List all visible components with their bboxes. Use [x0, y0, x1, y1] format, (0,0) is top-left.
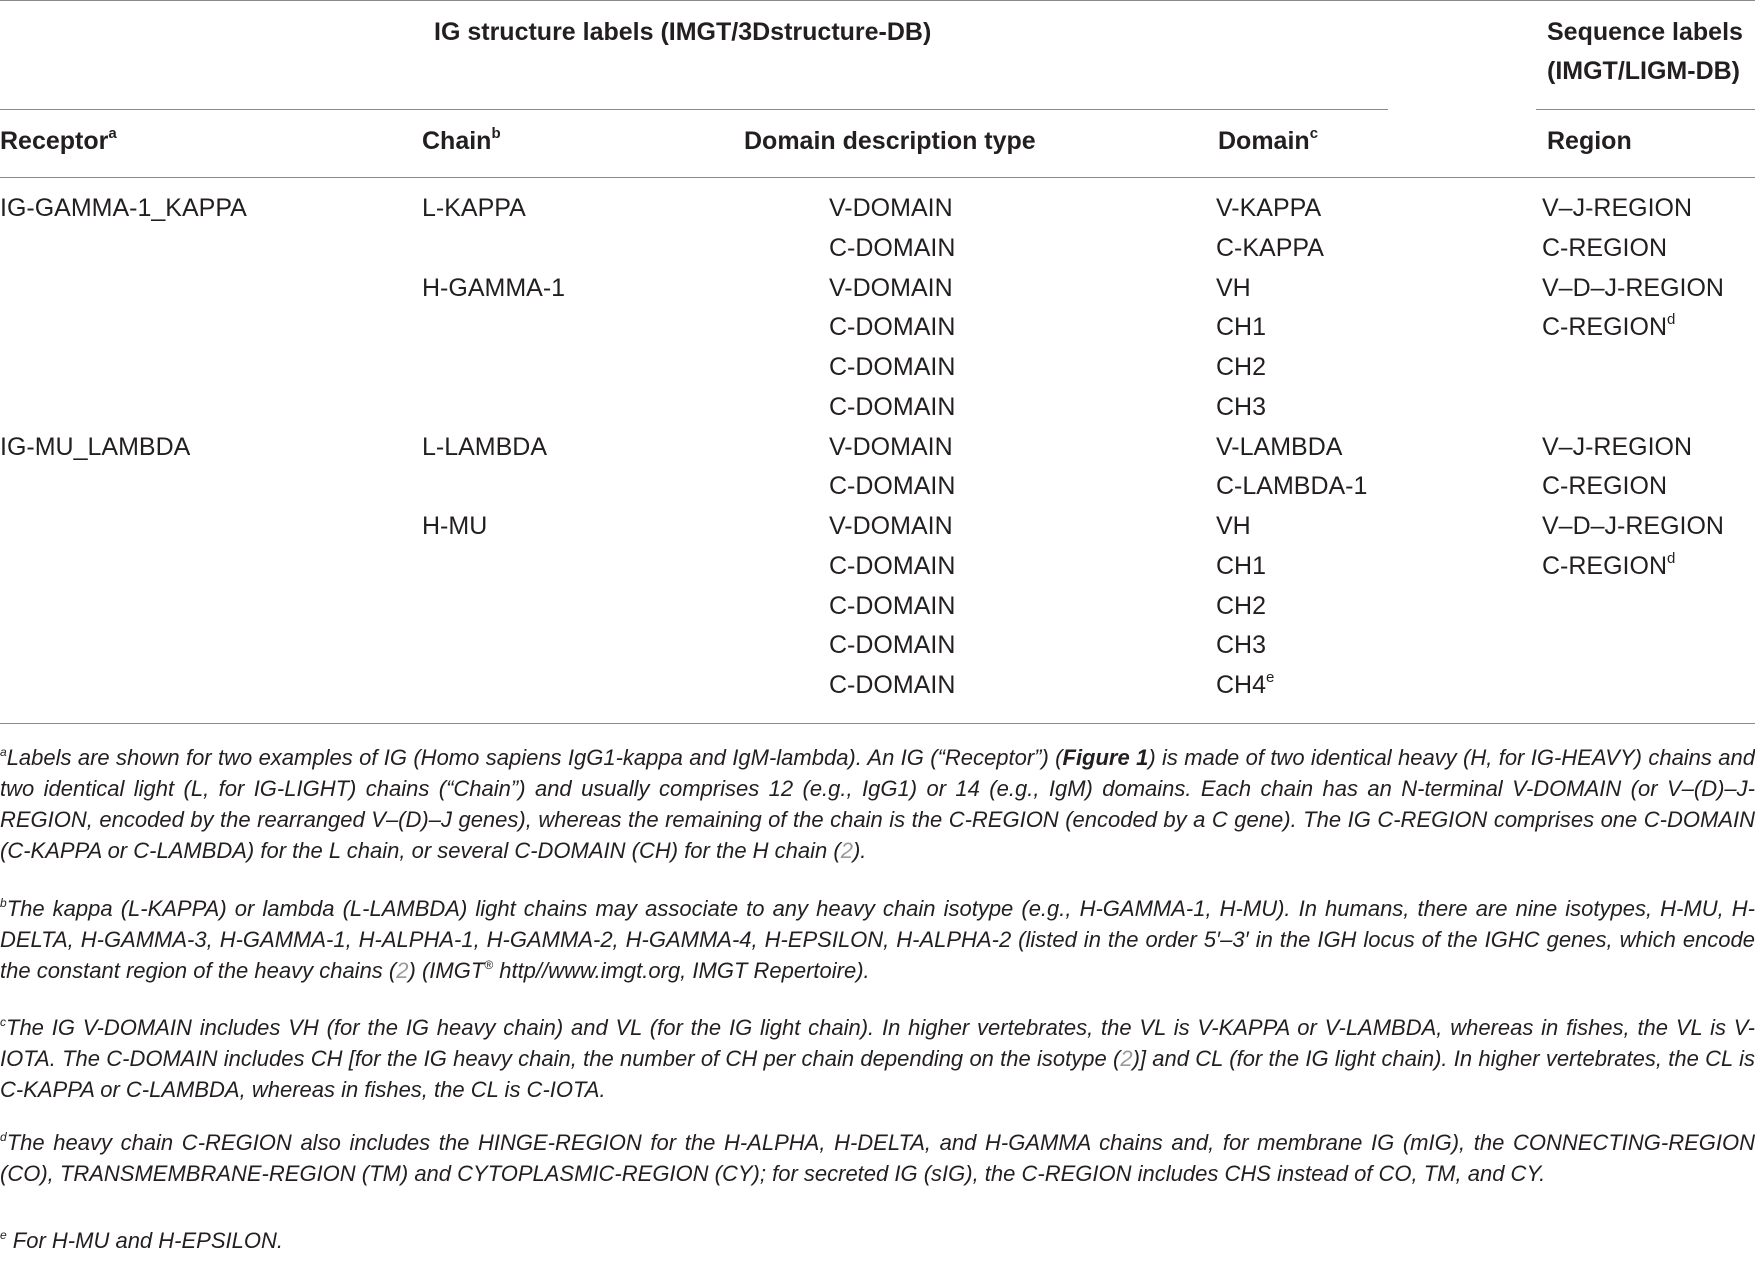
column-header-domain: Domain$^c$ — [1218, 124, 1319, 155]
cell-domain: V-KAPPA — [1216, 194, 1322, 222]
cell-domain-description: C-DOMAIN — [829, 234, 956, 262]
cell-region: V–J-REGION — [1542, 194, 1693, 222]
cell-chain: H-GAMMA-1 — [422, 274, 566, 302]
cell-domain-description: C-DOMAIN — [829, 393, 956, 421]
cell-chain: L-LAMBDA — [422, 433, 548, 461]
column-header-receptor: Receptor$^a$ — [0, 124, 117, 155]
header-bottom-rule — [0, 177, 1755, 178]
cell-chain: H-MU — [422, 512, 488, 540]
cell-domain: CH3 — [1216, 393, 1267, 421]
column-header-chain: Chain$^b$ — [422, 124, 501, 155]
footnote-b: $^b$The kappa (L-KAPPA) or lambda (L-LAMBDA) light chains may associate to any heavy chain isotype (e.g., H-GAMMA-1, H-MU). In humans, there are nine isotypes, H-MU, H-DELTA, H-GAMMA-3, H-GAMMA-1, H-ALPHA-1, H-GAMMA-2, H-GAMMA-4, H-EPSILON, H-ALPHA-2 (listed in the order 5′–3′ in the IGH locus of the IGHC genes, which encode the constant region of the heavy chains (2) (IMGT® http//www.imgt.org, IMGT Repertoire). — [0, 895, 1755, 983]
cell-domain-description: C-DOMAIN — [829, 472, 956, 500]
figure-1-link[interactable]: Figure 1 — [1062, 745, 1149, 770]
footnote-c: $^c$The IG V-DOMAIN includes VH (for the IG heavy chain) and VL (for the IG light chain). In higher vertebrates, the VL is V-KAPPA or V-LAMBDA, whereas in fishes, the VL is V-IOTA. The C-DOMAIN includes CH [for the IG heavy chain, the number of CH per chain depending on the isotype (2)] and CL (for the IG light chain). In higher vertebrates, the CL is C-KAPPA or C-LAMBDA, whereas in fishes, the CL is C-IOTA. — [0, 1014, 1755, 1102]
citation-link[interactable]: 2 — [396, 958, 409, 983]
cell-domain-description: V-DOMAIN — [829, 512, 953, 540]
cell-domain: VH — [1216, 274, 1251, 302]
cell-domain: VH — [1216, 512, 1251, 540]
cell-region: V–J-REGION — [1542, 433, 1693, 461]
footnote-a: $^a$Labels are shown for two examples of IG (Homo sapiens IgG1-kappa and IgM-lambda). An IG (“Receptor”) (Figure 1) is made of two identical heavy (H, for IG-HEAVY) chains and two identical light (L, for IG-LIGHT) chains (“Chain”) and usually comprises 12 (e.g., IgG1) or 14 (e.g., IgM) domains. Each chain has an N-terminal V-DOMAIN (or V–(D)–J-REGION, encoded by the rearranged V–(D)–J genes), whereas the remaining of the chain is the C-REGION (encoded by a C gene). The IG C-REGION comprises one C-DOMAIN (C-KAPPA or C-LAMBDA) for the L chain, or several C-DOMAIN (CH) for the H chain (2). — [0, 744, 1755, 863]
footnote-e: $^e$ For H-MU and H-EPSILON. — [0, 1227, 283, 1253]
cell-domain-description: V-DOMAIN — [829, 194, 953, 222]
cell-domain-description: C-DOMAIN — [829, 671, 956, 699]
column-header-domain-description: Domain description type — [744, 127, 1036, 155]
cell-domain-description: C-DOMAIN — [829, 552, 956, 580]
cell-domain-description: C-DOMAIN — [829, 592, 956, 620]
group-header-sequence-line2: (IMGT/LIGM-DB) — [1547, 57, 1741, 85]
cell-domain: CH2 — [1216, 353, 1267, 381]
cell-domain-description: V-DOMAIN — [829, 274, 953, 302]
cell-region: V–D–J-REGION — [1542, 274, 1724, 302]
group-rule-left — [0, 109, 1388, 110]
cell-receptor: IG-MU_LAMBDA — [0, 433, 191, 461]
group-header-ig-structure: IG structure labels (IMGT/3Dstructure-DB) — [434, 18, 932, 46]
group-rule-right — [1536, 109, 1755, 110]
cell-domain-description: C-DOMAIN — [829, 353, 956, 381]
cell-region: C-REGION — [1542, 472, 1667, 500]
cell-chain: L-KAPPA — [422, 194, 526, 222]
cell-domain: CH2 — [1216, 592, 1267, 620]
group-header-sequence-line1: Sequence labels — [1547, 18, 1743, 46]
cell-domain: C-LAMBDA-1 — [1216, 472, 1368, 500]
citation-link[interactable]: 2 — [840, 838, 853, 863]
cell-domain: CH3 — [1216, 631, 1267, 659]
citation-link[interactable]: 2 — [1120, 1046, 1133, 1071]
cell-receptor: IG-GAMMA-1_KAPPA — [0, 194, 247, 222]
cell-domain: C-KAPPA — [1216, 234, 1324, 262]
cell-domain: V-LAMBDA — [1216, 433, 1343, 461]
table-bottom-rule — [0, 723, 1755, 724]
cell-domain-description: C-DOMAIN — [829, 631, 956, 659]
column-header-region: Region — [1547, 127, 1632, 155]
cell-domain: CH4e — [1216, 668, 1275, 699]
cell-region: C-REGION — [1542, 234, 1667, 262]
footnote-d: $^d$The heavy chain C-REGION also includes the HINGE-REGION for the H-ALPHA, H-DELTA, and H-GAMMA chains and, for membrane IG (mIG), the CONNECTING-REGION (CO), TRANSMEMBRANE-REGION (TM) and CYTOPLASMIC-REGION (CY); for secreted IG (sIG), the C-REGION includes CHS instead of CO, TM, and CY. — [0, 1129, 1755, 1186]
cell-region: C-REGION$^d$ — [1542, 310, 1676, 341]
cell-domain-description: C-DOMAIN — [829, 313, 956, 341]
cell-domain: CH1 — [1216, 313, 1267, 341]
cell-region: C-REGION$^d$ — [1542, 549, 1676, 580]
cell-domain: CH1 — [1216, 552, 1267, 580]
top-rule — [0, 0, 1755, 1]
cell-domain-description: V-DOMAIN — [829, 433, 953, 461]
cell-region: V–D–J-REGION — [1542, 512, 1724, 540]
